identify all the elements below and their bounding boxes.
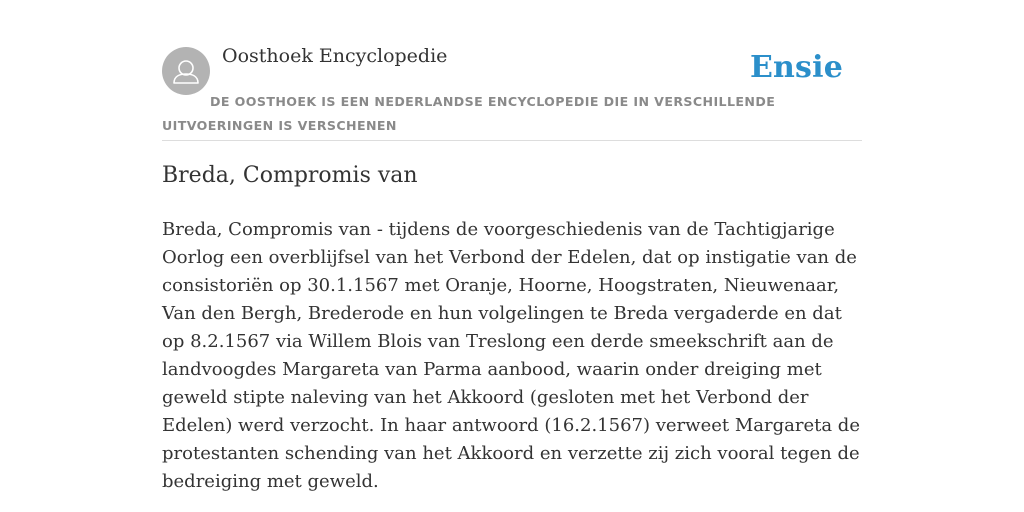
source-title[interactable]: Oosthoek Encyclopedie xyxy=(222,45,448,67)
user-icon[interactable] xyxy=(162,47,210,95)
brand-logo[interactable]: Ensie xyxy=(749,50,843,85)
source-tagline: DE OOSTHOEK IS EEN NEDERLANDSE ENCYCLOPEDIE DIE IN VERSCHILLENDE UITVOERINGEN IS VERSCHENEN xyxy=(162,94,776,133)
source-header xyxy=(162,0,862,141)
page-container xyxy=(162,0,862,492)
article-title: Breda, Compromis van xyxy=(162,163,418,188)
article-body: Breda, Compromis van - tijdens de voorgeschiedenis van de Tachtigjarige Oorlog een overblijfsel van het Verbond der Edelen, dat op instigatie van de consistoriën op 30.1.1567 met Oranje, Hoorne, Hoogstraten, Nieuwenaar, Van den Bergh, Brederode en hun volgelingen te Breda vergaderde en dat op 8.2.1567 via Willem Blois van Treslong een derde smeekschrift aan de landvoogdes Margareta van Parma aanbood, waarin onder dreiging met geweld stipte naleving van het Akkoord (gesloten met het Verbond der Edelen) werd verzocht. In haar antwoord (16.2.1567) verweet Margareta de protestanten schending van het Akkoord en verzette zij zich vooral tegen de bedreiging met geweld. xyxy=(162,219,860,492)
